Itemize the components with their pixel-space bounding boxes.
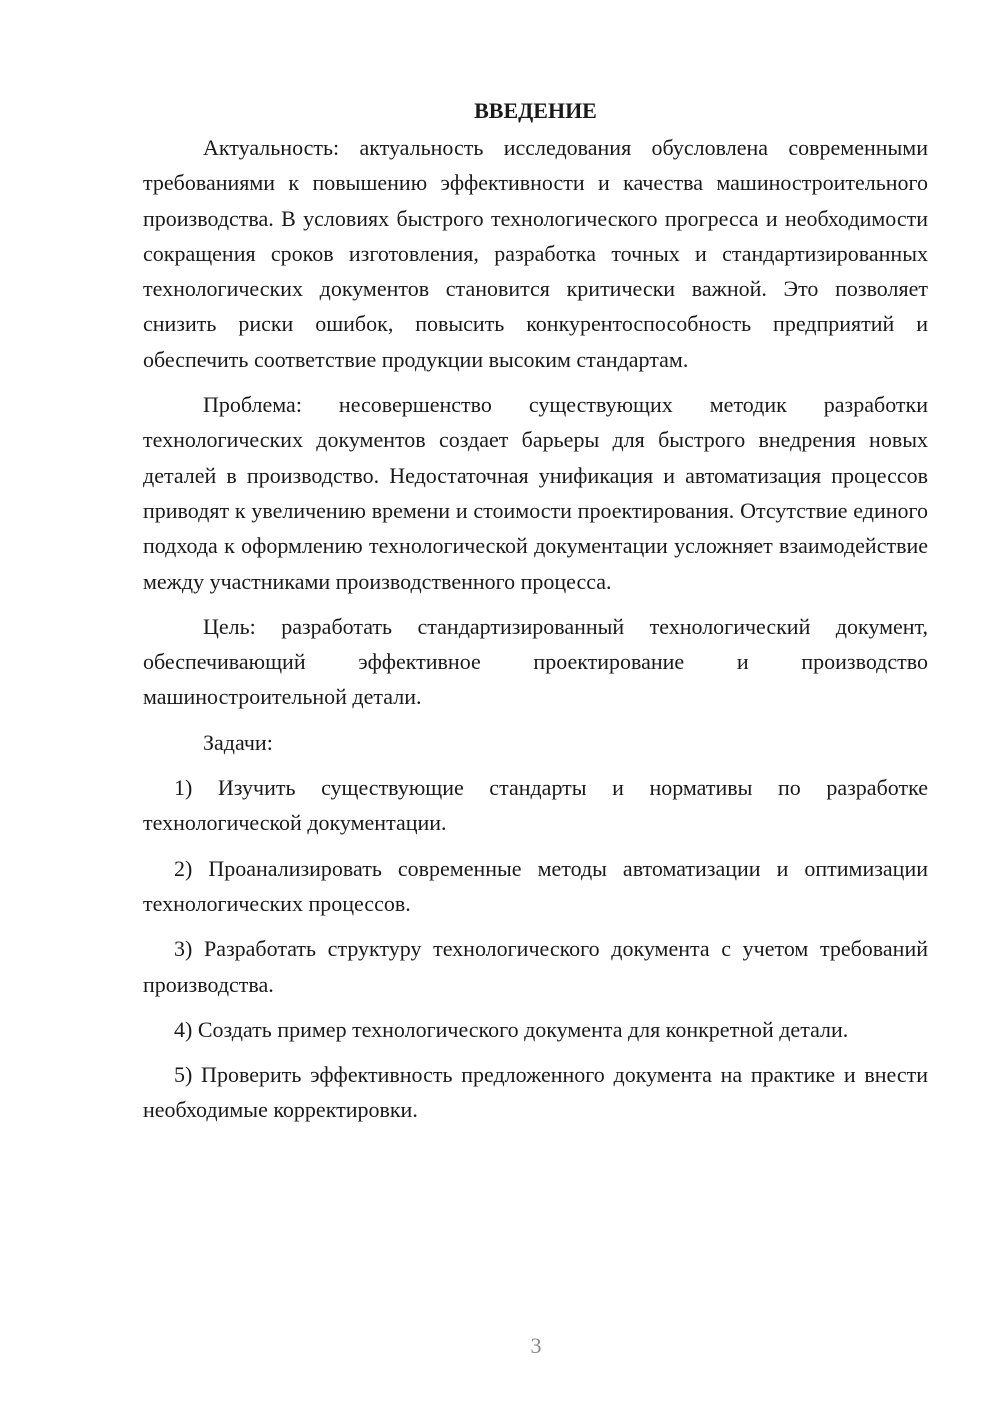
- task-item-4: 4) Создать пример технологического документа для конкретной детали.: [174, 1016, 849, 1042]
- task-item-5: 5) Проверить эффективность предложенного документа на практике и внести необходимые корректировки.: [143, 1062, 928, 1123]
- task-item-2: 2) Проанализировать современные методы автоматизации и оптимизации технологических процессов.: [143, 855, 928, 916]
- relevance-paragraph: Актуальность: актуальность исследования обусловлена современными требованиями к повышению эффективности и качества машиностроительного производства. В условиях быстрого технологического прогресса и необходимости сокращения сроков изготовления, разработка точных и стандартизированных технологических документов становится критически важной. Это позволяет снизить риски ошибок, повысить конкурентоспособность предприятий и обеспечить соответствие продукции высоким стандартам.: [143, 135, 928, 372]
- tasks-label: Задачи:: [203, 729, 273, 755]
- task-item-1: 1) Изучить существующие стандарты и нормативы по разработке технологической документации.: [143, 775, 928, 836]
- section-heading: ВВЕДЕНИЕ: [474, 98, 597, 123]
- page-number: 3: [530, 1333, 542, 1358]
- goal-paragraph: Цель: разработать стандартизированный технологический документ, обеспечивающий эффективное проектирование и производство машиностроительной детали.: [143, 613, 928, 710]
- document-body: [143, 96, 928, 1138]
- problem-paragraph: Проблема: несовершенство существующих методик разработки технологических документов создает барьеры для быстрого внедрения новых деталей в производство. Недостаточная унификация и автоматизация процессов приводят к увеличению времени и стоимости проектирования. Отсутствие единого подхода к оформлению технологической документации усложняет взаимодействие между участниками производственного процесса.: [143, 392, 928, 594]
- task-item-3: 3) Разработать структуру технологического документа с учетом требований производства.: [143, 936, 928, 997]
